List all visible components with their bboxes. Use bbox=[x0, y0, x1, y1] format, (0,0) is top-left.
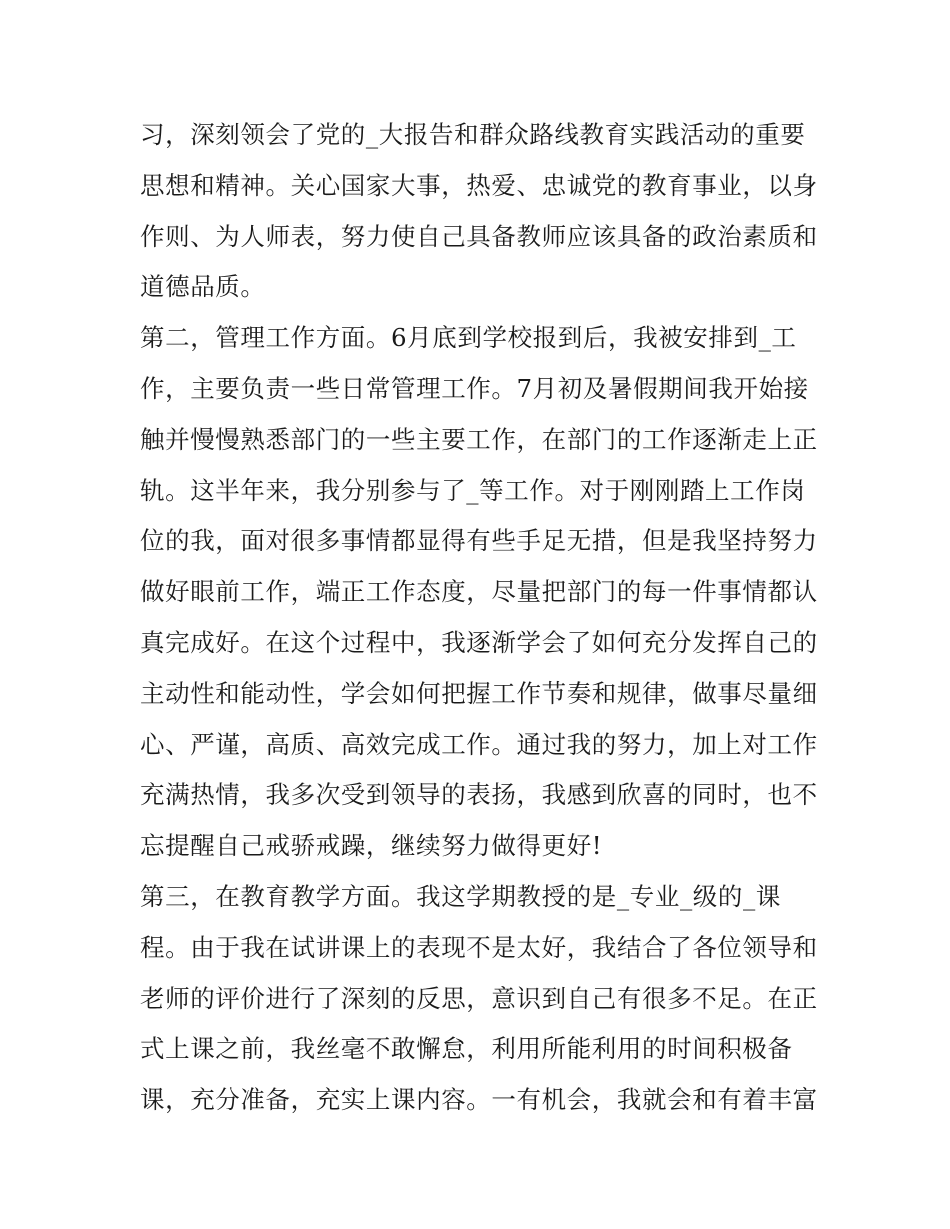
text-line: 做好眼前工作，端正工作态度，尽量把部门的每一件事情都认 bbox=[140, 577, 818, 607]
document-body bbox=[140, 110, 820, 1126]
text-line: 充满热情，我多次受到领导的表扬，我感到欣喜的同时，也不 bbox=[140, 780, 818, 810]
text-line: 心、严谨，高质、高效完成工作。通过我的努力，加上对工作 bbox=[140, 729, 818, 759]
text-line: 第二，管理工作方面。6月底到学校报到后，我被安排到_工 bbox=[140, 323, 797, 353]
text-line: 道德品质。 bbox=[140, 272, 266, 302]
text-line: 真完成好。在这个过程中，我逐渐学会了如何充分发挥自己的 bbox=[140, 627, 818, 657]
text-line: 老师的评价进行了深刻的反思，意识到自己有很多不足。在正 bbox=[140, 983, 818, 1013]
text-line: 主动性和能动性，学会如何把握工作节奏和规律，做事尽量细 bbox=[140, 678, 818, 708]
text-line: 位的我，面对很多事情都显得有些手足无措，但是我坚持努力 bbox=[140, 526, 818, 556]
text-line: 轨。这半年来，我分别参与了_等工作。对于刚刚踏上工作岗 bbox=[140, 475, 806, 505]
text-line: 第三，在教育教学方面。我这学期教授的是_专业_级的_课 bbox=[140, 881, 781, 911]
text-line: 程。由于我在试讲课上的表现不是太好，我结合了各位领导和 bbox=[140, 932, 818, 962]
text-line: 习，深刻领会了党的_大报告和群众路线教育实践活动的重要 bbox=[140, 120, 806, 149]
text-line: 作，主要负责一些日常管理工作。7月初及暑假期间我开始接 bbox=[140, 373, 809, 403]
text-line: 课，充分准备，充实上课内容。一有机会，我就会和有着丰富 bbox=[140, 1085, 818, 1115]
text-line: 忘提醒自己戒骄戒躁，继续努力做得更好! bbox=[140, 831, 603, 861]
text-line: 思想和精神。关心国家大事，热爱、忠诚党的教育事业，以身 bbox=[140, 170, 818, 200]
text-line: 作则、为人师表，努力使自己具备教师应该具备的政治素质和 bbox=[140, 221, 818, 251]
text-line: 触并慢慢熟悉部门的一些主要工作，在部门的工作逐渐走上正 bbox=[140, 424, 818, 454]
text-line: 式上课之前，我丝毫不敢懈怠，利用所能利用的时间积极备 bbox=[140, 1034, 793, 1064]
